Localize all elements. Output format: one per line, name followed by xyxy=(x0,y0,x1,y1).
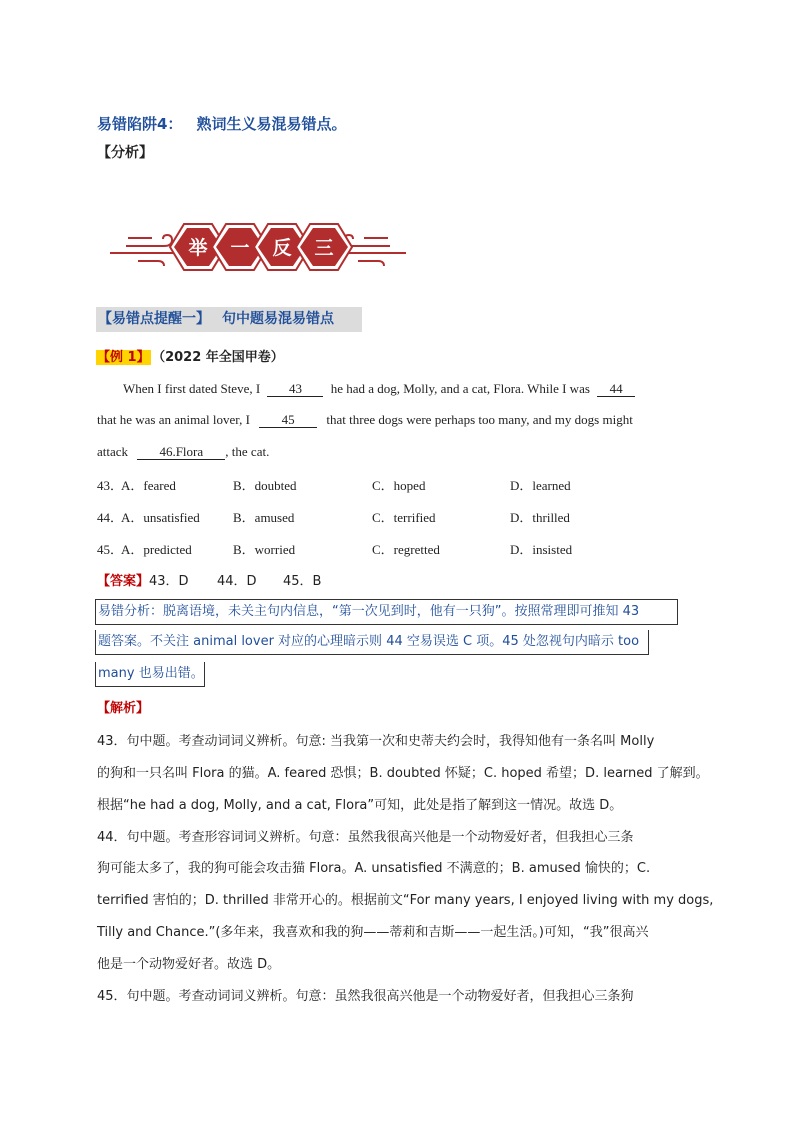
banner-char-4: 三 xyxy=(314,237,334,259)
option-b: B．doubted xyxy=(233,478,297,493)
passage-text: he had a dog, Molly, and a cat, Flora. While I was xyxy=(330,381,590,396)
banner-char-1: 举 xyxy=(188,237,208,259)
answer-tag: 【答案】 xyxy=(97,574,150,589)
blank-46: 46.Flora xyxy=(137,444,225,460)
option-b: B．worried xyxy=(233,542,296,557)
explanation-line-9: 45．句中题。考查动词词义辨析。句意：虽然我很高兴他是一个动物爱好者，但我担心三条狗 xyxy=(97,989,634,1004)
right-cloud-ornament-icon xyxy=(342,235,406,266)
section-header-text: 句中题易混易错点 xyxy=(222,311,334,327)
error-analysis-text: 。按照常理即可推知 43 xyxy=(501,604,640,619)
explanation-line-2: 的狗和一只名叫 Flora 的猫。A. feared 恐惧；B. doubted 怀疑；C. hoped 希望；D. learned 了解到。 xyxy=(97,766,709,781)
options-row-44 xyxy=(97,507,697,525)
option-a: A．feared xyxy=(121,478,176,493)
trap-title-label: 易错陷阱4： xyxy=(97,115,183,133)
option-b: B．amused xyxy=(233,510,295,525)
option-a: A．predicted xyxy=(121,542,192,557)
explanation-line-7: Tilly and Chance.”(多年来，我喜欢和我的狗——蒂莉和吉斯——一起生活。)可知，“我”很高兴 xyxy=(97,925,649,940)
answer-45: 45．B xyxy=(283,574,322,589)
option-a: A．unsatisfied xyxy=(121,510,200,525)
error-analysis-line-3: many 也易出错。 xyxy=(95,662,205,687)
options-row-43 xyxy=(97,475,697,493)
explanation-line-8: 他是一个动物爱好者。故选 D。 xyxy=(97,957,281,972)
answer-44: 44．D xyxy=(217,574,257,589)
error-analysis-line-2: 题答案。不关注 animal lover 对应的心理暗示则 44 空易误选 C 项。45 处忽视句内暗示 too xyxy=(95,630,649,655)
answer-43: 43．D xyxy=(149,574,189,589)
passage-text: When I first dated Steve, I xyxy=(123,381,261,396)
explanation-line-6: terrified 害怕的；D. thrilled 非常开心的。根据前文“For many years, I enjoyed living with my dogs, xyxy=(97,893,714,908)
section-header-label: 【易错点提醒一】 xyxy=(98,311,210,327)
passage-text: , the cat. xyxy=(225,444,270,459)
banner-char-2: 一 xyxy=(230,237,250,259)
option-c: C．hoped xyxy=(372,478,426,493)
example-source: （2022 年全国甲卷） xyxy=(158,350,284,365)
passage-text: attack xyxy=(97,444,129,459)
error-analysis-label: 易错分析： xyxy=(98,604,164,619)
blank-44: 44 xyxy=(597,381,635,397)
trap-title-text: 熟词生义易混易错点。 xyxy=(196,115,347,133)
section-header xyxy=(96,307,362,332)
banner-char-3: 反 xyxy=(272,237,292,259)
error-analysis-text: 脱离语境，未关主句内信息， xyxy=(163,604,333,619)
analysis-header: 【分析】 xyxy=(97,145,153,161)
blank-43: 43 xyxy=(267,381,323,397)
option-c: C．terrified xyxy=(372,510,436,525)
passage-line-1 xyxy=(123,381,635,397)
answer-line xyxy=(97,570,357,588)
option-d: D．learned xyxy=(510,478,571,493)
passage-line-2 xyxy=(97,412,633,428)
left-cloud-ornament-icon xyxy=(110,235,174,266)
option-d: D．thrilled xyxy=(510,510,570,525)
error-analysis-quote: “第一次见到时，他有一只狗” xyxy=(332,604,502,619)
passage-text: that he was an animal lover, I xyxy=(97,412,250,427)
options-row-45 xyxy=(97,539,697,557)
example-tag: 【例 1】 xyxy=(97,350,150,365)
error-analysis-line-1 xyxy=(95,599,678,625)
example-heading xyxy=(96,346,284,365)
passage-line-3 xyxy=(97,444,269,460)
explanation-header: 【解析】 xyxy=(97,701,150,716)
option-number: 45． xyxy=(97,542,124,557)
option-c: C．regretted xyxy=(372,542,440,557)
option-number: 43． xyxy=(97,478,124,493)
blank-45: 45 xyxy=(259,412,317,428)
explanation-line-3: 根据“he had a dog, Molly, and a cat, Flora”可知，此处是指了解到这一情况。故选 D。 xyxy=(97,798,623,813)
passage-text: that three dogs were perhaps too many, and my dogs might xyxy=(326,412,633,427)
explanation-line-5: 狗可能太多了，我的狗可能会攻击猫 Flora。A. unsatisfied 不满意的；B. amused 愉快的；C. xyxy=(97,861,651,876)
banner-graphic xyxy=(108,218,408,276)
trap-title xyxy=(97,113,346,134)
explanation-line-1: 43．句中题。考查动词词义辨析。句意: 当我第一次和史蒂夫约会时，我得知他有一条名叫 Molly xyxy=(97,734,655,749)
option-number: 44． xyxy=(97,510,124,525)
explanation-line-4: 44．句中题。考查形容词词义辨析。句意：虽然我很高兴他是一个动物爱好者，但我担心三条 xyxy=(97,830,634,845)
option-d: D．insisted xyxy=(510,542,573,557)
